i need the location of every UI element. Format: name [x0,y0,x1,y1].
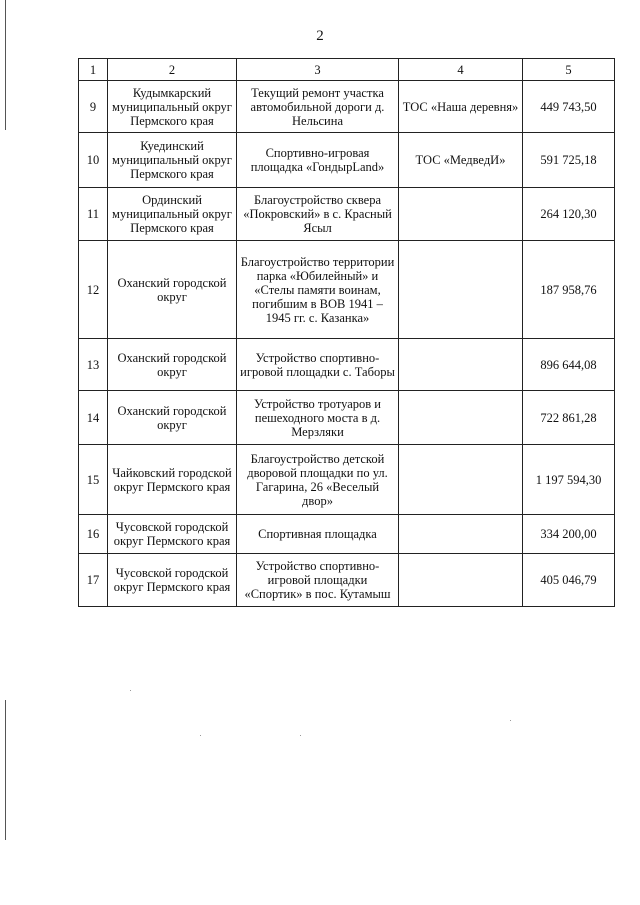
table-row [79,515,615,554]
amount-cell: 334 200,00 [523,515,615,554]
tos-cell [399,515,523,554]
scan-speck [300,735,301,736]
scan-edge-line [5,700,6,840]
row-number: 13 [79,339,108,391]
header-cell: 1 [79,59,108,81]
table-row [79,133,615,188]
district-cell: Ординский муниципальный округ Пермского края [108,188,237,241]
table-row [79,188,615,241]
object-cell: Текущий ремонт участка автомобильной дороги д. Нельсина [237,81,399,133]
amount-cell: 405 046,79 [523,554,615,607]
tos-cell [399,339,523,391]
tos-cell [399,241,523,339]
object-cell: Спортивно-игровая площадка «ГондырLand» [237,133,399,188]
table-row [79,391,615,445]
header-row [79,59,615,81]
row-number: 15 [79,445,108,515]
tos-cell [399,188,523,241]
object-cell: Спортивная площадка [237,515,399,554]
amount-cell: 896 644,08 [523,339,615,391]
row-number: 16 [79,515,108,554]
district-cell: Оханский городской округ [108,339,237,391]
tos-cell [399,391,523,445]
row-number: 12 [79,241,108,339]
header-cell: 5 [523,59,615,81]
tos-cell [399,554,523,607]
page-number: 2 [316,28,324,44]
header-cell: 4 [399,59,523,81]
object-cell: Благоустройство детской дворовой площадки по ул. Гагарина, 26 «Веселый двор» [237,445,399,515]
row-number: 17 [79,554,108,607]
row-number: 10 [79,133,108,188]
tos-cell: ТОС «Наша деревня» [399,81,523,133]
tos-cell: ТОС «МедведИ» [399,133,523,188]
table-row [79,339,615,391]
district-cell: Чайковский городской округ Пермского края [108,445,237,515]
tos-cell [399,445,523,515]
scan-speck [130,690,131,691]
district-cell: Кудымкарский муниципальный округ Пермского края [108,81,237,133]
table-row [79,81,615,133]
table-row [79,241,615,339]
table-row [79,554,615,607]
row-number: 9 [79,81,108,133]
amount-cell: 722 861,28 [523,391,615,445]
amount-cell: 449 743,50 [523,81,615,133]
header-cell: 2 [108,59,237,81]
scan-speck [200,735,201,736]
district-cell: Чусовской городской округ Пермского края [108,554,237,607]
object-cell: Благоустройство сквера «Покровский» в с. Красный Ясыл [237,188,399,241]
object-cell: Устройство тротуаров и пешеходного моста в д. Мерзляки [237,391,399,445]
object-cell: Устройство спортивно-игровой площадки с. Таборы [237,339,399,391]
district-cell: Куединский муниципальный округ Пермского края [108,133,237,188]
document-table [78,58,615,607]
scan-edge-line [5,0,6,130]
row-number: 14 [79,391,108,445]
amount-cell: 591 725,18 [523,133,615,188]
district-cell: Чусовской городской округ Пермского края [108,515,237,554]
scan-speck [510,720,511,721]
district-cell: Оханский городской округ [108,391,237,445]
header-cell: 3 [237,59,399,81]
district-cell: Оханский городской округ [108,241,237,339]
amount-cell: 1 197 594,30 [523,445,615,515]
object-cell: Благоустройство территории парка «Юбилейный» и «Стелы памяти воинам, погибшим в ВОВ 1941 – 1945 гг. с. Казанка» [237,241,399,339]
amount-cell: 187 958,76 [523,241,615,339]
amount-cell: 264 120,30 [523,188,615,241]
row-number: 11 [79,188,108,241]
object-cell: Устройство спортивно-игровой площадки «Спортик» в пос. Кутамыш [237,554,399,607]
table-row [79,445,615,515]
